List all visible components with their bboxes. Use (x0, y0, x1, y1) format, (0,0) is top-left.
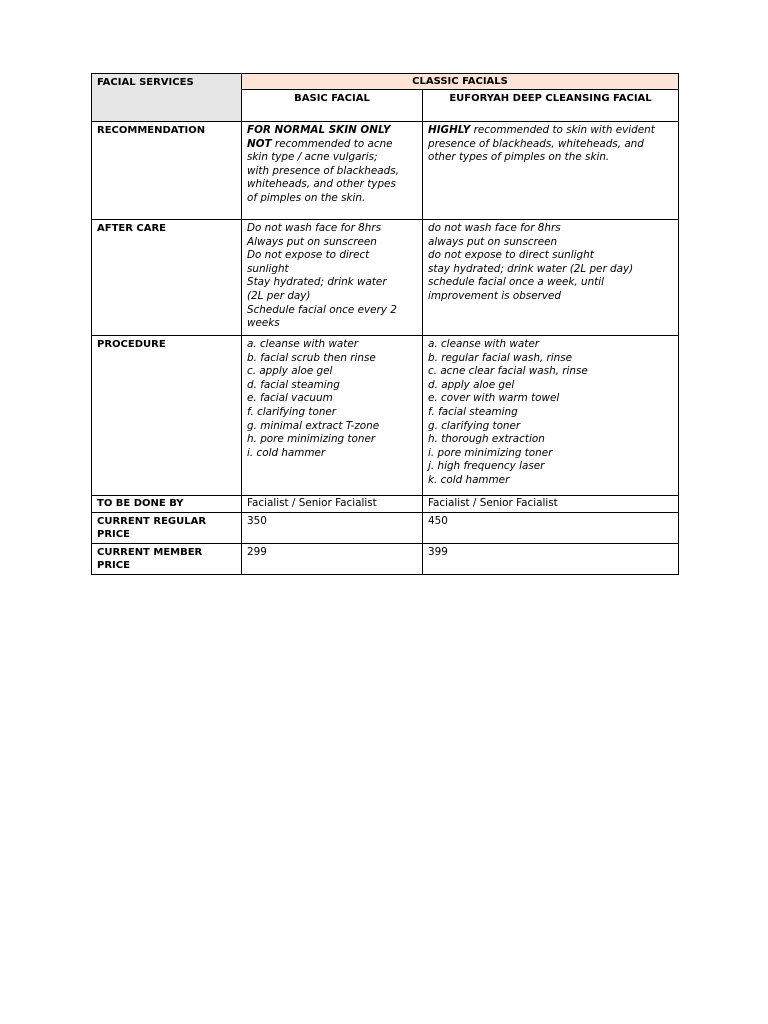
list-item: schedule facial once a week, until (428, 276, 604, 289)
list-item: h. pore minimizing toner (247, 433, 376, 446)
deep-recommendation (423, 122, 679, 220)
member-price-row (92, 543, 679, 574)
basic-rec-not: NOT (247, 137, 272, 150)
list-item: d. facial steaming (247, 378, 340, 391)
after-care-row (92, 220, 679, 336)
basic-rec-lead: FOR NORMAL SKIN ONLY (247, 124, 391, 136)
list-item: e. facial vacuum (247, 392, 333, 405)
list-item: Schedule facial once every 2 (247, 303, 397, 316)
deep-regular-price: 450 (423, 512, 679, 543)
basic-regular-price: 350 (242, 512, 423, 543)
list-item: do not expose to direct sunlight (428, 249, 594, 262)
list-item: a. cleanse with water (428, 338, 539, 350)
list-item: k. cold hammer (428, 473, 510, 486)
header-row-1 (92, 74, 679, 90)
basic-rec-line: skin type / acne vulgaris; (247, 151, 378, 164)
list-item: e. cover with warm towel (428, 392, 560, 405)
recommendation-label: RECOMMENDATION (92, 122, 242, 220)
list-item: weeks (247, 317, 280, 330)
recommendation-row (92, 122, 679, 220)
list-item: h. thorough extraction (428, 433, 545, 446)
basic-after-care (242, 220, 423, 336)
facial-services-table (91, 73, 679, 575)
list-item: Do not wash face for 8hrs (247, 222, 382, 234)
basic-procedure (242, 336, 423, 496)
deep-done-by: Facialist / Senior Facialist (423, 496, 679, 513)
list-item: sunlight (247, 262, 289, 275)
list-item: Do not expose to direct (247, 249, 370, 262)
regular-price-row (92, 512, 679, 543)
deep-rec-lead: HIGHLY (428, 124, 471, 136)
member-price-label: CURRENT MEMBER PRICE (92, 543, 242, 574)
list-item: f. clarifying toner (247, 405, 337, 418)
deep-rec-line: other types of pimples on the skin. (428, 151, 610, 164)
basic-facial-header: BASIC FACIAL (242, 90, 423, 122)
list-item: g. clarifying toner (428, 419, 521, 432)
deep-rec-line1: recommended to skin with evident (470, 124, 655, 136)
list-item: j. high frequency laser (428, 460, 545, 473)
list-item: do not wash face for 8hrs (428, 222, 561, 234)
regular-price-label: CURRENT REGULAR PRICE (92, 512, 242, 543)
deep-member-price: 399 (423, 543, 679, 574)
basic-rec-line: of pimples on the skin. (247, 191, 366, 204)
basic-done-by: Facialist / Senior Facialist (242, 496, 423, 513)
list-item: f. facial steaming (428, 405, 518, 418)
list-item: i. cold hammer (247, 446, 326, 459)
list-item: i. pore minimizing toner (428, 446, 553, 459)
done-by-label: TO BE DONE BY (92, 496, 242, 513)
deep-procedure (423, 336, 679, 496)
list-item: a. cleanse with water (247, 338, 358, 350)
deep-rec-line: presence of blackheads, whiteheads, and (428, 137, 644, 150)
done-by-row (92, 496, 679, 513)
list-item: Always put on sunscreen (247, 235, 377, 248)
deep-cleansing-header: EUFORYAH DEEP CLEANSING FACIAL (423, 90, 679, 122)
basic-rec-line1: recommended to acne (271, 137, 393, 150)
list-item: g. minimal extract T-zone (247, 419, 380, 432)
after-care-label: AFTER CARE (92, 220, 242, 336)
basic-rec-line: with presence of blackheads, (247, 164, 399, 177)
list-item: d. apply aloe gel (428, 378, 515, 391)
deep-after-care (423, 220, 679, 336)
list-item: c. apply aloe gel (247, 365, 333, 378)
basic-recommendation (242, 122, 423, 220)
list-item: always put on sunscreen (428, 235, 558, 248)
list-item: Stay hydrated; drink water (247, 276, 387, 289)
list-item: b. facial scrub then rinse (247, 351, 376, 364)
basic-member-price: 299 (242, 543, 423, 574)
list-item: stay hydrated; drink water (2L per day) (428, 262, 634, 275)
list-item: b. regular facial wash, rinse (428, 351, 573, 364)
procedure-label: PROCEDURE (92, 336, 242, 496)
list-item: c. acne clear facial wash, rinse (428, 365, 588, 378)
classic-facials-header: CLASSIC FACIALS (242, 74, 679, 90)
facial-services-header: FACIAL SERVICES (92, 74, 242, 122)
basic-rec-line: whiteheads, and other types (247, 178, 396, 191)
list-item: improvement is observed (428, 289, 562, 302)
list-item: (2L per day) (247, 289, 311, 302)
procedure-row (92, 336, 679, 496)
